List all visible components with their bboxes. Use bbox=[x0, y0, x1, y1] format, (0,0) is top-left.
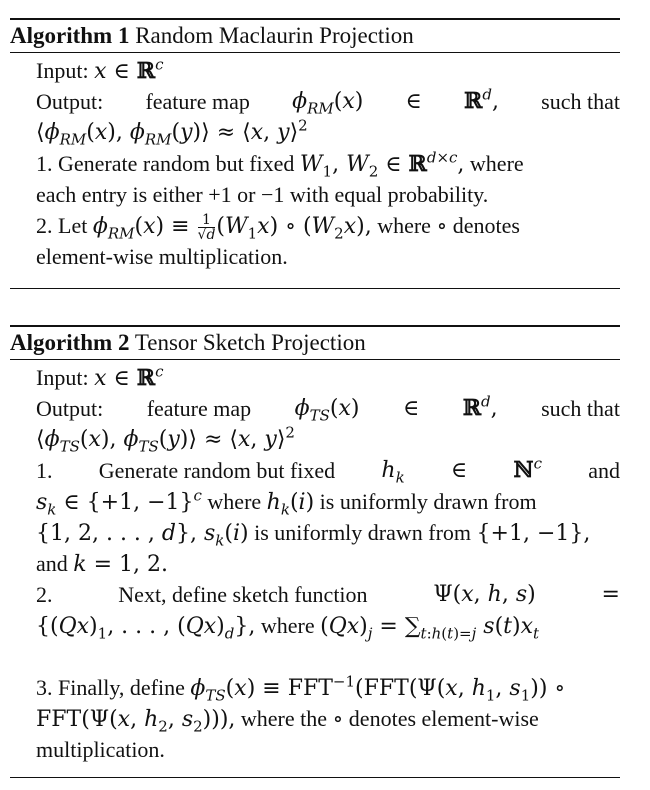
step-3-cont-b: multiplication. bbox=[36, 737, 165, 762]
step-1: 1. Generate random but fixed $h_k$ ∈ ℕ$^c$ and bbox=[36, 454, 620, 487]
bottom-rule bbox=[10, 777, 620, 778]
step-2-cont: {$(Qx)_1$, . . . , $(Qx)_d$}, where $(Qx)_j = \sum_{t:h(t)=j}$ $s(t)x_t$ bbox=[36, 613, 540, 643]
step-3: 3. Finally, define $\phi_{TS}(x) \equiv FFT^{-1}(FFT(\Psi(x$, $h_1$, $s_1$)) ∘ bbox=[36, 672, 566, 705]
step-1-cont: each entry is either +1 or −1 with equal probability. bbox=[36, 182, 489, 207]
step-2: 2. Next, define sketch function Ψ(x, h, s) = bbox=[36, 582, 620, 607]
algorithm-number: Algorithm 2 bbox=[10, 330, 130, 355]
bottom-rule bbox=[10, 288, 620, 289]
algorithm-2-title bbox=[10, 327, 620, 359]
input-line: Input: x ∈ ℝ$^c$ bbox=[36, 362, 164, 391]
algorithm-1 bbox=[10, 18, 620, 289]
algorithm-name: Tensor Sketch Projection bbox=[134, 330, 366, 355]
algorithm-2-body bbox=[10, 360, 620, 765]
step-1-cont-b: {1, 2, . . . , d}, $s_k(i)$ is uniformly drawn from {+1, −1}, bbox=[36, 520, 591, 550]
step-2-cont: element-wise multiplication. bbox=[36, 244, 288, 269]
algorithm-2 bbox=[10, 325, 620, 778]
step-1: 1. Generate random but fixed $W_1$, $W_2$ ∈ ℝ$^{d\times c}$, where bbox=[36, 148, 524, 181]
step-3-cont: FFT(Ψ(x, $h_2$, $s_2$))), where the ∘ denotes element-wise bbox=[36, 706, 539, 736]
step-1-cont-a: $s_k$ ∈ {+1, −1}$^c$ where $h_k(i)$ is uniformly drawn from bbox=[36, 486, 537, 519]
step-1-cont-c: and k = 1, 2. bbox=[36, 551, 169, 577]
algorithm-1-title bbox=[10, 20, 620, 52]
algorithm-name: Random Maclaurin Projection bbox=[135, 23, 414, 48]
step-2: 2. Let $\phi_{RM}(x)$ ≡ $\frac{1}{√d}$ $(W_1x)$ ∘ $(W_2x)$, where ∘ denotes bbox=[36, 211, 520, 243]
algorithm-number: Algorithm 1 bbox=[10, 23, 130, 48]
output-line: Output: feature map $\phi_{TS}(x)$ ∈ ℝ$^d$, such that bbox=[36, 392, 620, 425]
input-line: Input: x ∈ ℝ$^c$ bbox=[36, 55, 164, 84]
algorithm-1-body bbox=[10, 53, 620, 272]
output-line: Output: feature map $\phi_{RM}(x)$ ∈ ℝ$^d$, such that bbox=[36, 85, 620, 118]
output-formula: $⟨\phi_{RM}(x)$, $\phi_{RM}(y)⟩$ ≈ ⟨x, y⟩$^2$ bbox=[36, 116, 308, 149]
output-formula: $⟨\phi_{TS}(x)$, $\phi_{TS}(y)⟩$ ≈ ⟨x, y⟩$^2$ bbox=[36, 423, 295, 456]
